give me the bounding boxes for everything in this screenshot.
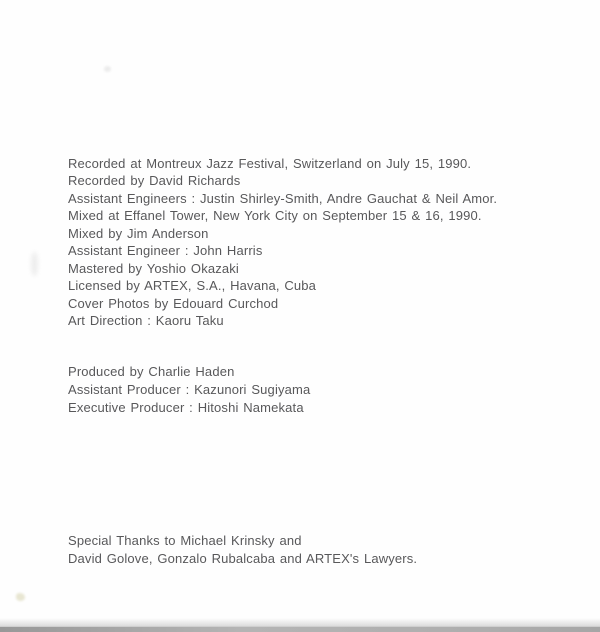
credit-line-mixed-at: Mixed at Effanel Tower, New York City on September 15 & 16, 1990.	[68, 208, 482, 224]
credit-line-cover-photos: Cover Photos by Edouard Curchod	[68, 295, 279, 311]
credit-line-recorded-by: Recorded by David Richards	[68, 173, 241, 189]
credit-line-executive-producer: Executive Producer : Hitoshi Namekata	[68, 400, 304, 415]
credit-line-assistant-engineers: Assistant Engineers : Justin Shirley-Smith, Andre Gauchat & Neil Amor.	[68, 190, 498, 206]
page-bottom-edge	[0, 626, 600, 632]
special-thanks-line-1: Special Thanks to Michael Krinsky and	[68, 533, 302, 548]
special-thanks-block	[68, 532, 417, 568]
production-credits-block	[68, 363, 310, 417]
scan-artifact-smudge	[104, 66, 111, 72]
recording-credits-block	[68, 155, 497, 330]
credit-line-licensed-by: Licensed by ARTEX, S.A., Havana, Cuba	[68, 278, 317, 294]
credit-line-produced-by: Produced by Charlie Haden	[68, 364, 235, 379]
credit-line-mixed-by: Mixed by Jim Anderson	[68, 225, 209, 241]
credit-line-recorded-at: Recorded at Montreux Jazz Festival, Switzerland on July 15, 1990.	[68, 156, 472, 171]
scan-artifact-smudge	[16, 593, 25, 601]
credit-line-assistant-producer: Assistant Producer : Kazunori Sugiyama	[68, 382, 311, 397]
special-thanks-line-2: David Golove, Gonzalo Rubalcaba and ARTEX's Lawyers.	[68, 551, 418, 566]
credit-line-mastered-by: Mastered by Yoshio Okazaki	[68, 260, 239, 276]
credit-line-art-direction: Art Direction : Kaoru Taku	[68, 313, 224, 329]
credit-line-assistant-engineer: Assistant Engineer : John Harris	[68, 243, 263, 259]
scan-artifact-smudge	[31, 252, 38, 276]
